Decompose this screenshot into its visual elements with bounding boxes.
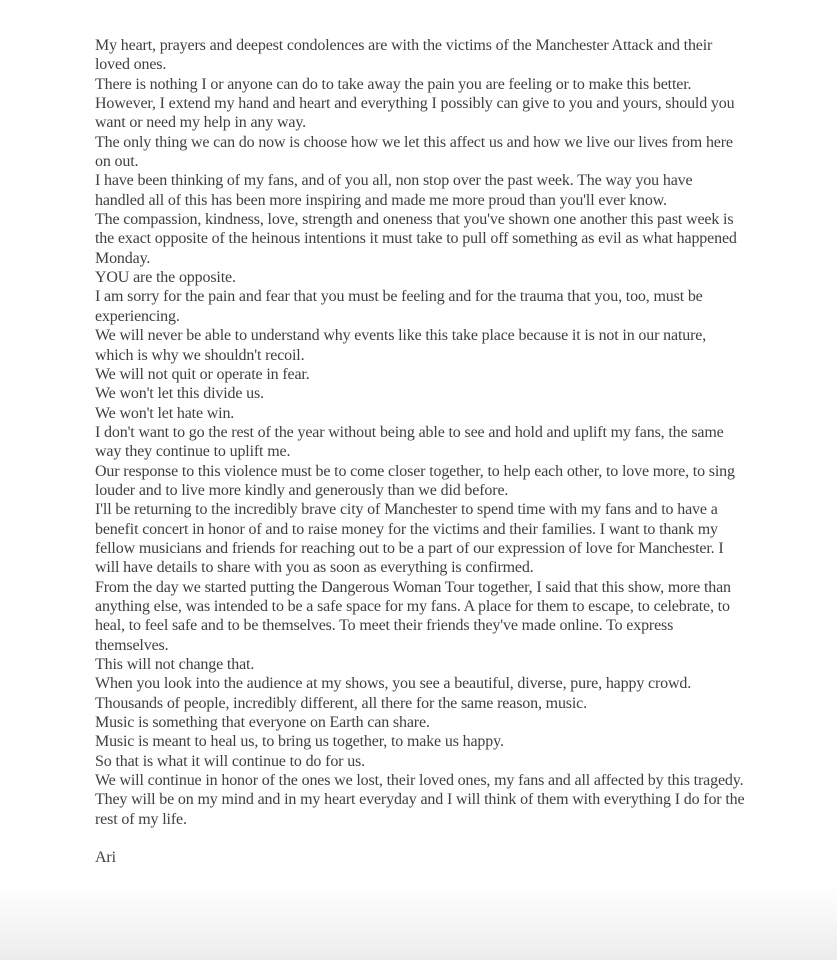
letter-paragraph: My heart, prayers and deepest condolences are with the victims of the Manchester Attack and their loved ones.	[95, 37, 713, 74]
letter-paragraph: I am sorry for the pain and fear that you must be feeling and for the trauma that you, too, must be experiencing.	[95, 288, 703, 325]
letter-paragraph: YOU are the opposite.	[95, 269, 236, 287]
letter-paragraph: Thousands of people, incredibly different, all there for the same reason, music.	[95, 694, 587, 712]
letter-paragraph: Music is something that everyone on Earth can share.	[95, 714, 430, 732]
letter-paragraph: Music is meant to heal us, to bring us together, to make us happy.	[95, 733, 504, 751]
letter-paragraph: We will never be able to understand why events like this take place because it is not in our nature, which is why we shouldn't recoil.	[95, 327, 707, 364]
letter-paragraph: The only thing we can do now is choose how we let this affect us and how we live our lives from here on out.	[95, 133, 733, 171]
letter-paragraph: I have been thinking of my fans, and of you all, non stop over the past week. The way you have handled all of this has been more inspiring and made me more proud than you'll ever know.	[95, 172, 693, 209]
letter-paragraph: So that is what it will continue to do for us.	[95, 752, 365, 770]
letter-paragraph: Our response to this violence must be to come closer together, to help each other, to love more, to sing louder and to live more kindly and generously than we did before.	[95, 462, 735, 499]
letter-paragraph: I don't want to go the rest of the year without being able to see and hold and uplift my fans, the same way they continue to uplift me.	[95, 423, 724, 461]
letter-paragraph: They will be on my mind and in my heart everyday and I will think of them with everything I do for the rest of my life.	[95, 791, 745, 828]
letter-paragraph: However, I extend my hand and heart and everything I possibly can give to you and yours, should you want or need my help in any way.	[95, 95, 735, 132]
letter-paragraph: We will not quit or operate in fear.	[95, 365, 310, 383]
bottom-fade-gradient	[0, 885, 837, 960]
letter-paragraph: We will continue in honor of the ones we lost, their loved ones, my fans and all affected by this tragedy.	[95, 772, 744, 790]
letter-paragraph: There is nothing I or anyone can do to take away the pain you are feeling or to make this better.	[95, 75, 692, 93]
letter-paragraph: From the day we started putting the Dangerous Woman Tour together, I said that this show, more than anything else, was intended to be a safe space for my fans. A place for them to escape, to celebrate, to heal, to feel safe and to be themselves. To meet their friends they've made online. To express themselves.	[95, 578, 731, 654]
letter-document	[95, 36, 745, 868]
letter-paragraph: This will not change that.	[95, 656, 255, 673]
letter-paragraph: I'll be returning to the incredibly brave city of Manchester to spend time with my fans and to have a benefit concert in honor of and to raise money for the victims and their families. I want to thank my fellow musicians and friends for reaching out to be a part of our expression of love for Manchester. I will have details to share with you as soon as everything is confirmed.	[95, 501, 724, 577]
letter-paragraph: We won't let this divide us.	[95, 385, 264, 403]
letter-paragraph: When you look into the audience at my shows, you see a beautiful, diverse, pure, happy crowd.	[95, 675, 692, 693]
letter-paragraph: The compassion, kindness, love, strength and oneness that you've shown one another this past week is the exact opposite of the heinous intentions it must take to pull off something as evil as what happened Monday.	[95, 211, 737, 267]
letter-paragraph: We won't let hate win.	[95, 404, 235, 422]
signature: Ari	[95, 849, 116, 867]
